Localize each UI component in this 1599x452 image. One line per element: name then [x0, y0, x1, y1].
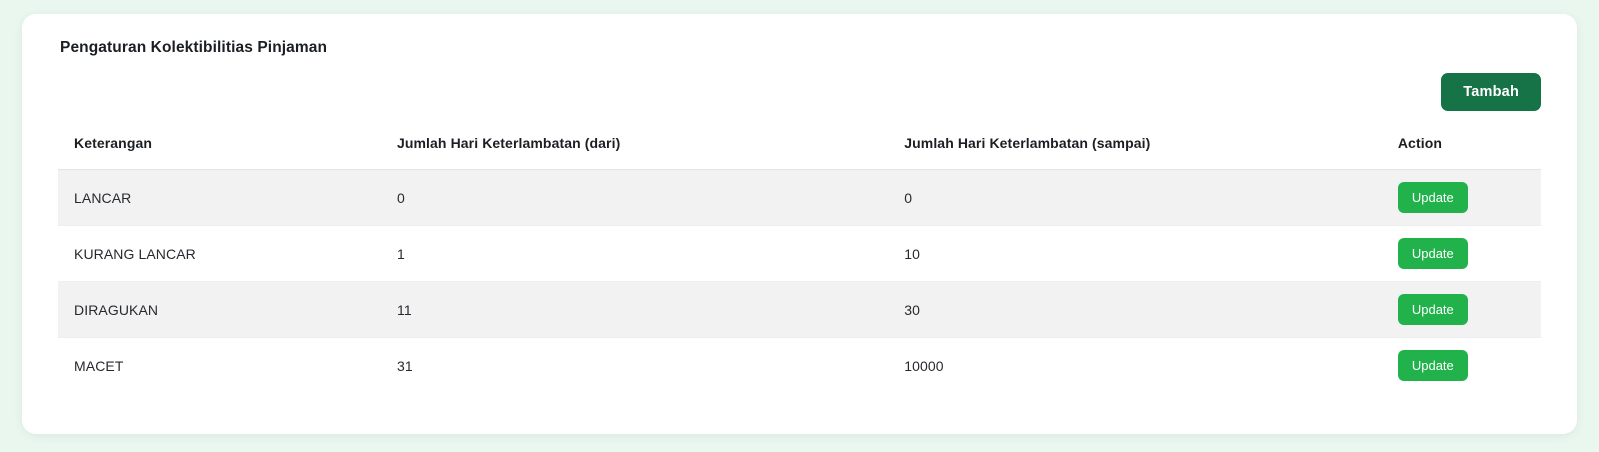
cell-keterangan: KURANG LANCAR — [58, 226, 381, 282]
table-row — [58, 338, 1541, 394]
update-button[interactable]: Update — [1398, 238, 1468, 269]
card-toolbar — [40, 73, 1559, 111]
update-button[interactable]: Update — [1398, 294, 1468, 325]
cell-hari-dari: 11 — [381, 282, 888, 338]
settings-card — [22, 14, 1577, 434]
column-header-keterangan: Keterangan — [58, 125, 381, 170]
table-header-row — [58, 125, 1541, 170]
cell-keterangan: LANCAR — [58, 170, 381, 226]
update-button[interactable]: Update — [1398, 182, 1468, 213]
cell-action — [1382, 170, 1541, 226]
table-body — [58, 170, 1541, 394]
page-title: Pengaturan Kolektibilitias Pinjaman — [60, 39, 328, 56]
cell-hari-sampai: 0 — [888, 170, 1382, 226]
table-header — [58, 125, 1541, 170]
collectibility-table-wrapper — [40, 125, 1559, 393]
table-row — [58, 226, 1541, 282]
cell-action — [1382, 226, 1541, 282]
update-button[interactable]: Update — [1398, 350, 1468, 381]
cell-hari-dari: 31 — [396, 357, 413, 374]
column-header-hari-sampai: Jumlah Hari Keterlambatan (sampai) — [888, 125, 1382, 170]
cell-action — [1382, 282, 1541, 338]
cell-hari-dari: 1 — [381, 226, 888, 282]
cell-hari-sampai: 10000 — [904, 357, 944, 374]
collectibility-table — [58, 125, 1541, 393]
cell-hari-dari: 0 — [381, 170, 888, 226]
column-header-action: Action — [1382, 125, 1541, 170]
cell-keterangan: DIRAGUKAN — [58, 282, 381, 338]
cell-hari-sampai: 10 — [888, 226, 1382, 282]
add-button[interactable]: Tambah — [1441, 73, 1541, 111]
cell-hari-sampai: 30 — [888, 282, 1382, 338]
cell-action — [1382, 338, 1541, 394]
column-header-hari-dari: Jumlah Hari Keterlambatan (dari) — [381, 125, 888, 170]
table-row — [58, 282, 1541, 338]
cell-keterangan: MACET — [74, 357, 124, 374]
table-row — [58, 170, 1541, 226]
